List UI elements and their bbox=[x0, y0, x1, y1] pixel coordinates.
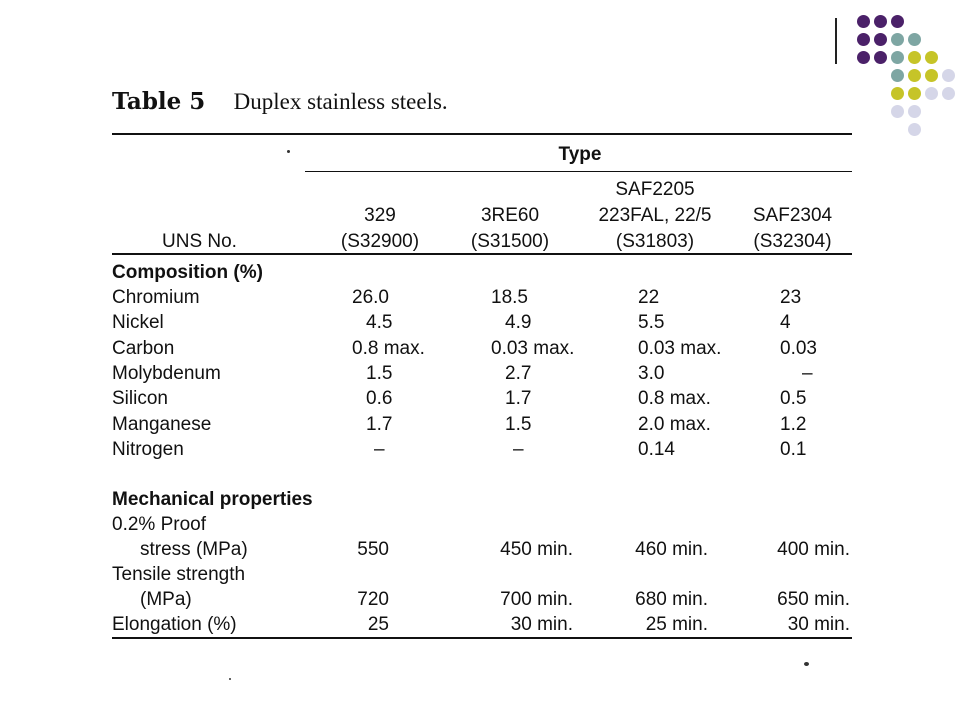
col-header-saf2304: SAF2304 bbox=[752, 205, 833, 226]
cell-value: 2.0 max. bbox=[638, 414, 711, 435]
decorative-dot bbox=[908, 87, 921, 100]
row-label-continued: (MPa) bbox=[140, 589, 192, 610]
cell-value: 460 min. bbox=[635, 539, 708, 560]
cell-value: 1.7 bbox=[505, 388, 532, 409]
bottom-rule bbox=[112, 637, 852, 639]
decorative-dot bbox=[891, 51, 904, 64]
cell-value: 5.5 bbox=[638, 312, 665, 333]
decorative-dot bbox=[942, 69, 955, 82]
decorative-dot bbox=[908, 69, 921, 82]
cell-value: – bbox=[513, 439, 524, 460]
cell-value: 22 bbox=[638, 287, 660, 308]
cell-value: 18.5 bbox=[491, 287, 528, 308]
cell-value: 30 min. bbox=[510, 614, 573, 635]
row-label: Carbon bbox=[112, 338, 175, 359]
decorative-dot bbox=[891, 15, 904, 28]
cell-value: 550 bbox=[357, 539, 389, 560]
decorative-dot bbox=[857, 33, 870, 46]
cell-value: – bbox=[374, 439, 385, 460]
cell-value: 720 bbox=[357, 589, 389, 610]
decorative-dot bbox=[857, 15, 870, 28]
scan-speck bbox=[287, 150, 290, 153]
header-rule bbox=[112, 253, 852, 255]
decorative-dot bbox=[925, 87, 938, 100]
scan-speck bbox=[229, 678, 231, 680]
col-header-329: 329 bbox=[364, 205, 396, 226]
row-label: 0.2% Proof bbox=[112, 514, 206, 535]
decorative-dot bbox=[874, 33, 887, 46]
cell-value: 2.7 bbox=[505, 363, 532, 384]
decorative-divider bbox=[835, 18, 837, 64]
cell-value: 0.8 max. bbox=[638, 388, 711, 409]
type-rule bbox=[305, 171, 852, 172]
row-label: Tensile strength bbox=[112, 564, 246, 585]
decorative-dot bbox=[942, 87, 955, 100]
cell-value: 0.14 bbox=[638, 439, 675, 460]
decorative-dot bbox=[891, 69, 904, 82]
type-group-header: Type bbox=[558, 144, 602, 165]
decorative-dot bbox=[908, 51, 921, 64]
cell-value: 0.1 bbox=[780, 439, 807, 460]
table-title: Duplex stainless steels. bbox=[233, 89, 448, 114]
col-header-saf2205: SAF2205 bbox=[615, 179, 695, 200]
decorative-dot bbox=[891, 87, 904, 100]
decorative-dot bbox=[857, 51, 870, 64]
col-uns-3re60: (S31500) bbox=[470, 231, 550, 252]
cell-value: 1.5 bbox=[505, 414, 532, 435]
row-label: Nitrogen bbox=[112, 439, 184, 460]
cell-value: 0.8 max. bbox=[352, 338, 425, 359]
decorative-dot bbox=[908, 123, 921, 136]
top-rule bbox=[112, 133, 852, 135]
cell-value: 650 min. bbox=[777, 589, 850, 610]
cell-value: 0.03 max. bbox=[491, 338, 575, 359]
cell-value: 0.03 bbox=[780, 338, 817, 359]
col-header-223fal: 223FAL, 22/5 bbox=[598, 205, 712, 226]
cell-value: 30 min. bbox=[787, 614, 850, 635]
cell-value: 0.03 max. bbox=[638, 338, 722, 359]
cell-value: 1.7 bbox=[366, 414, 393, 435]
decorative-dot bbox=[925, 51, 938, 64]
cell-value: 680 min. bbox=[635, 589, 708, 610]
cell-value: 400 min. bbox=[777, 539, 850, 560]
cell-value: 1.2 bbox=[780, 414, 807, 435]
cell-value: 26.0 bbox=[352, 287, 389, 308]
row-label: Elongation (%) bbox=[112, 614, 237, 635]
cell-value: 1.5 bbox=[366, 363, 393, 384]
decorative-dot bbox=[908, 105, 921, 118]
cell-value: 4.5 bbox=[366, 312, 393, 333]
col-header-3re60: 3RE60 bbox=[480, 205, 540, 226]
decorative-dot bbox=[908, 33, 921, 46]
row-label-continued: stress (MPa) bbox=[140, 539, 248, 560]
decorative-dot bbox=[891, 105, 904, 118]
cell-value: 0.5 bbox=[780, 388, 807, 409]
cell-value: 3.0 bbox=[638, 363, 665, 384]
cell-value: 700 min. bbox=[500, 589, 573, 610]
col-uns-saf2304: (S32304) bbox=[753, 231, 832, 252]
cell-value: 4.9 bbox=[505, 312, 532, 333]
uns-label: UNS No. bbox=[162, 231, 237, 252]
mechanical-heading: Mechanical properties bbox=[112, 489, 313, 510]
cell-value: 25 bbox=[367, 614, 389, 635]
row-label: Nickel bbox=[112, 312, 164, 333]
cell-value: 4 bbox=[780, 312, 791, 333]
decorative-dot bbox=[874, 51, 887, 64]
col-uns-329: (S32900) bbox=[340, 231, 420, 252]
row-label: Molybdenum bbox=[112, 363, 221, 384]
decorative-dot bbox=[925, 69, 938, 82]
table-number: Table 5 bbox=[112, 88, 206, 115]
row-label: Manganese bbox=[112, 414, 212, 435]
cell-value: 450 min. bbox=[500, 539, 573, 560]
decorative-dot bbox=[874, 15, 887, 28]
col-uns-saf2205: (S31803) bbox=[615, 231, 695, 252]
scan-speck bbox=[804, 662, 809, 666]
cell-value: – bbox=[802, 363, 813, 384]
cell-value: 25 min. bbox=[645, 614, 708, 635]
decorative-dot bbox=[891, 33, 904, 46]
row-label: Chromium bbox=[112, 287, 200, 308]
table-caption bbox=[112, 88, 448, 115]
cell-value: 0.6 bbox=[366, 388, 393, 409]
row-label: Silicon bbox=[112, 388, 168, 409]
cell-value: 23 bbox=[780, 287, 802, 308]
composition-heading: Composition (%) bbox=[112, 262, 263, 283]
